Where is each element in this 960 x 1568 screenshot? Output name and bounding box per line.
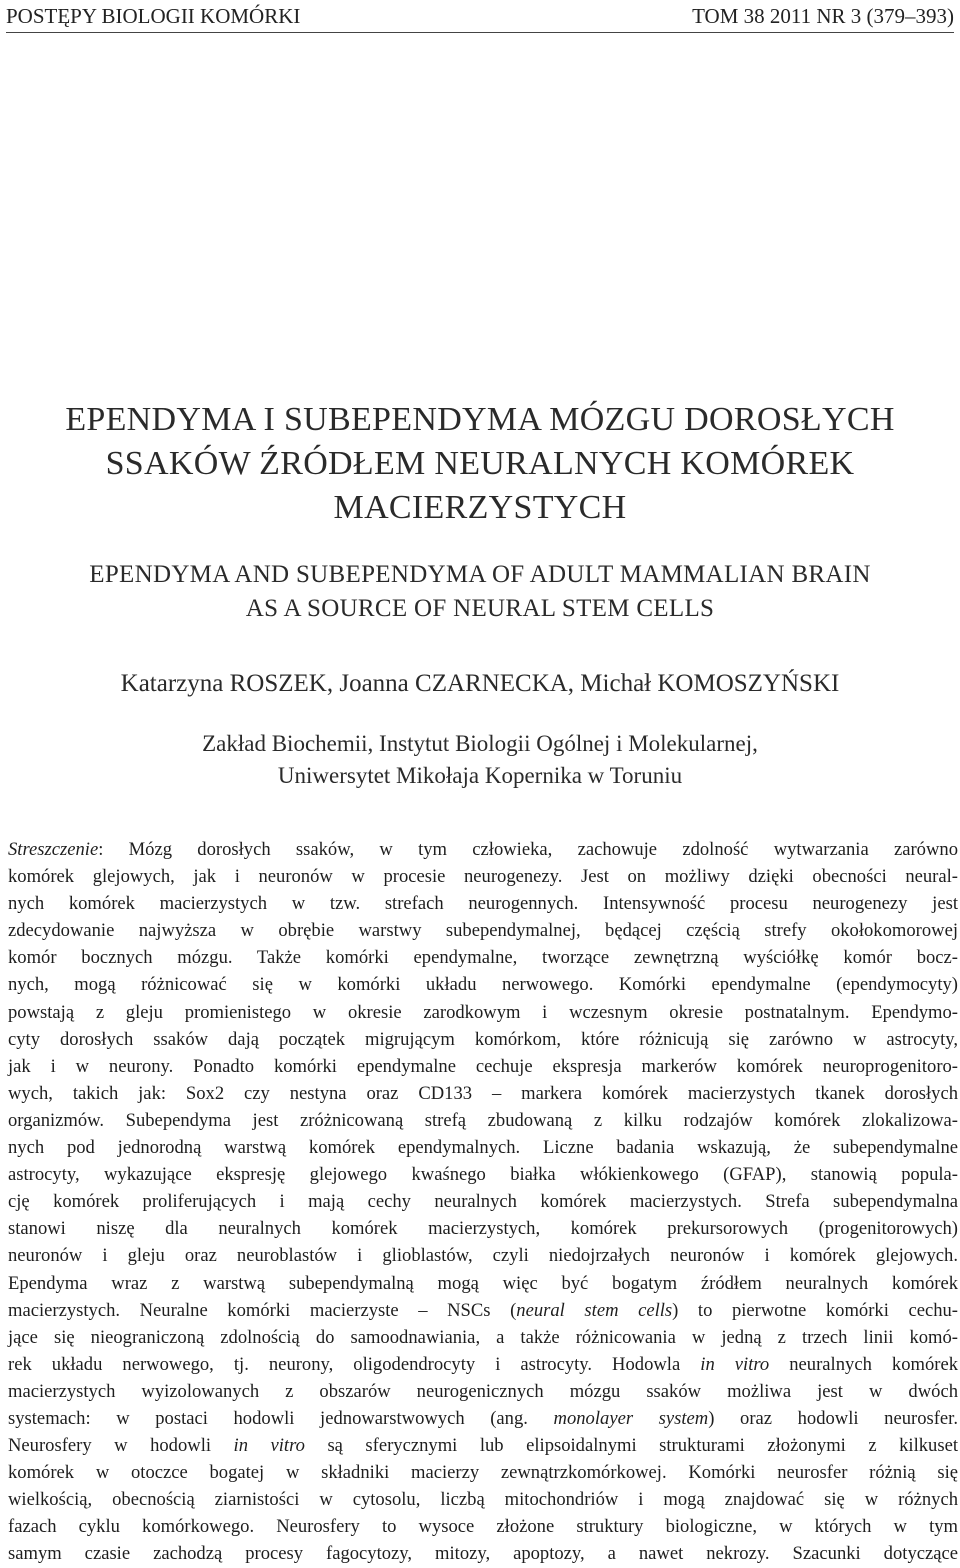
abstract-italic-text: monolayer system: [553, 1407, 709, 1429]
abstract-text: nych komórek macierzystych w tzw. strefach neurogennych. Intensywność procesu neurogenezy jest: [8, 893, 958, 915]
abstract-text: rek układu nerwowego, tj. neurony, oligodendrocyty i astrocyty. Hodowla: [8, 1353, 701, 1375]
abstract-line: [8, 1459, 958, 1486]
abstract-text: wych, takich jak: Sox2 czy nestyna oraz CD133 – markera komórek macierzystych tkanek dorosłych: [8, 1082, 958, 1104]
abstract-text: zdecydowanie najwyższa w obrębie warstwy subependymalnej, będącej częścią strefy okołokomorowej: [8, 920, 958, 942]
abstract-line: [8, 1188, 958, 1215]
abstract-text: komórek glejowych, jak i neuronów w procesie neurogenezy. Jest on możliwy dzięki obecności neural-: [8, 866, 958, 888]
title-polish: [0, 398, 960, 530]
abstract-line: [8, 1215, 958, 1242]
abstract-text: jące się nieograniczoną zdolnością do samoodnawiania, a także różnicowania w jedną z trzech linii komó-: [8, 1326, 958, 1348]
abstract-text: komór bocznych mózgu. Także komórki ependymalne, tworzące zewnętrzną wyściółkę komór bocz-: [8, 947, 958, 969]
abstract-text: samym czasie zachodzą procesy fagocytozy, mitozy, apoptozy, a nawet nekrozy. Szacunki dotyczące: [8, 1543, 958, 1565]
abstract-text: ) to pierwotne komórki cechu-: [672, 1299, 959, 1321]
abstract-text: macierzystych. Neuralne komórki macierzyste – NSCs (: [8, 1299, 517, 1321]
abstract-line: [8, 1053, 958, 1080]
abstract-line: [8, 1107, 958, 1134]
abstract-text: wielkością, obecnością ziarnistości w cytosolu, liczbą mitochondriów i mogą znajdować się w różnych: [8, 1489, 958, 1511]
abstract-text: komórek w otoczce bogatej w składniki macierzy zewnątrzkomórkowej. Komórki neurosfer różnią się: [8, 1462, 958, 1484]
abstract-italic-text: neural stem cells: [516, 1299, 673, 1321]
abstract-line: [8, 944, 958, 971]
abstract-text: fazach cyklu komórkowego. Neurosfery to wysoce złożone struktury biologiczne, w których w tym: [8, 1516, 958, 1538]
abstract-line: [8, 836, 958, 863]
abstract-text: : Mózg dorosłych ssaków, w tym człowieka, zachowuje zdolność wytwarzania zarówno: [98, 839, 958, 860]
abstract-line: [8, 1161, 958, 1188]
abstract-line: [8, 1513, 958, 1540]
abstract-line: [8, 1351, 958, 1378]
title-polish-line: EPENDYMA I SUBEPENDYMA MÓZGU DOROSŁYCH: [65, 401, 895, 438]
abstract-text: są sferycznymi lub elipsoidalnymi strukturami złożonymi z kilkuset: [304, 1435, 958, 1457]
abstract-italic-text: in vitro: [233, 1435, 305, 1457]
abstract-text: Ependyma wraz z warstwą subependymalną mogą więc być bogatym źródłem neuralnych komórek: [8, 1272, 958, 1294]
affiliation-line: Zakład Biochemii, Instytut Biologii Ogólnej i Molekularnej,: [202, 731, 758, 756]
affiliation: [0, 728, 960, 792]
abstract-italic-text: Streszczenie: [8, 839, 99, 860]
abstract-text: cyty dorosłych ssaków dają początek migrującym komórkom, które różnicują się zarówno w astrocyty,: [8, 1028, 958, 1050]
abstract-text: jak i w neurony. Ponadto komórki ependymalne cechuje ekspresja markerów komórek neuroprogenitoro-: [8, 1055, 958, 1077]
abstract-line: [8, 1270, 958, 1297]
abstract-line: [8, 1405, 958, 1432]
abstract-line: [8, 1297, 958, 1324]
authors: Katarzyna ROSZEK, Joanna CZARNECKA, Michał KOMOSZYŃSKI: [120, 670, 840, 697]
abstract-line: [8, 917, 958, 944]
abstract-text: astrocyty, wykazujące ekspresję glejowego kwaśnego białka włókienkowego (GFAP), stanowią popula-: [8, 1164, 958, 1186]
abstract-text: nych pod jednorodną warstwą komórek ependymalnych. Liczne badania wskazują, że subependymalne: [8, 1137, 958, 1159]
abstract-text: Neurosfery w hodowli: [8, 1435, 234, 1457]
abstract-text: ) oraz hodowli neurosfer.: [708, 1407, 958, 1429]
abstract-line: [8, 1080, 958, 1107]
abstract-line: [8, 1324, 958, 1351]
title-polish-line: MACIERZYSTYCH: [333, 489, 627, 526]
title-english: [0, 558, 960, 626]
abstract-line: [8, 1378, 958, 1405]
abstract-line: [8, 863, 958, 890]
issue-info: TOM 38 2011 NR 3 (379–393): [692, 4, 954, 28]
affiliation-line: Uniwersytet Mikołaja Kopernika w Toruniu: [277, 763, 683, 788]
abstract-text: neuronów i gleju oraz neuroblastów i glioblastów, czyli niedojrzałych neuronów i komórek glejowych.: [8, 1245, 958, 1267]
journal-name: POSTĘPY BIOLOGII KOMÓRKI: [6, 4, 301, 28]
abstract-line: [8, 1432, 958, 1459]
title-english-line: AS A SOURCE OF NEURAL STEM CELLS: [245, 595, 715, 622]
abstract-text: nych, mogą różnicować się w komórki układu nerwowego. Komórki ependymalne (ependymocyty): [8, 974, 958, 996]
abstract-line: [8, 1540, 958, 1567]
title-english-line: EPENDYMA AND SUBEPENDYMA OF ADULT MAMMALIAN BRAIN: [89, 561, 871, 588]
abstract-text: systemach: w postaci hodowli jednowarstwowych (ang.: [8, 1407, 554, 1429]
abstract-line: [8, 1134, 958, 1161]
running-header: [6, 4, 954, 33]
abstract-text: cję komórek proliferujących i mają cechy neuralnych komórek macierzystych. Strefa subependymalna: [8, 1191, 958, 1213]
abstract-line: [8, 1242, 958, 1269]
abstract-italic-text: in vitro: [700, 1353, 770, 1375]
title-polish-line: SSAKÓW ŹRÓDŁEM NEURALNYCH KOMÓREK: [105, 445, 855, 482]
abstract-text: stanowi niszę dla neuralnych komórek macierzystych, komórek prekursorowych (progenitorowych): [8, 1218, 958, 1240]
abstract-line: [8, 1026, 958, 1053]
abstract-text: macierzystych wyizolowanych z obszarów neurogenicznych mózgu ssaków możliwa jest w dwóch: [8, 1380, 958, 1402]
abstract-line: [8, 999, 958, 1026]
abstract-text: powstają z gleju promienistego w okresie zarodkowym i wczesnym okresie postnatalnym. Ependymo-: [8, 1001, 958, 1023]
abstract-text: organizmów. Subependyma jest zróżnicowaną strefą zbudowaną z kilku rodzajów komórek zlokalizowa-: [8, 1109, 958, 1131]
abstract-line: [8, 1486, 958, 1513]
abstract-body: [8, 836, 958, 1568]
abstract-line: [8, 890, 958, 917]
abstract-line: [8, 971, 958, 998]
abstract-text: neuralnych komórek: [769, 1353, 959, 1375]
